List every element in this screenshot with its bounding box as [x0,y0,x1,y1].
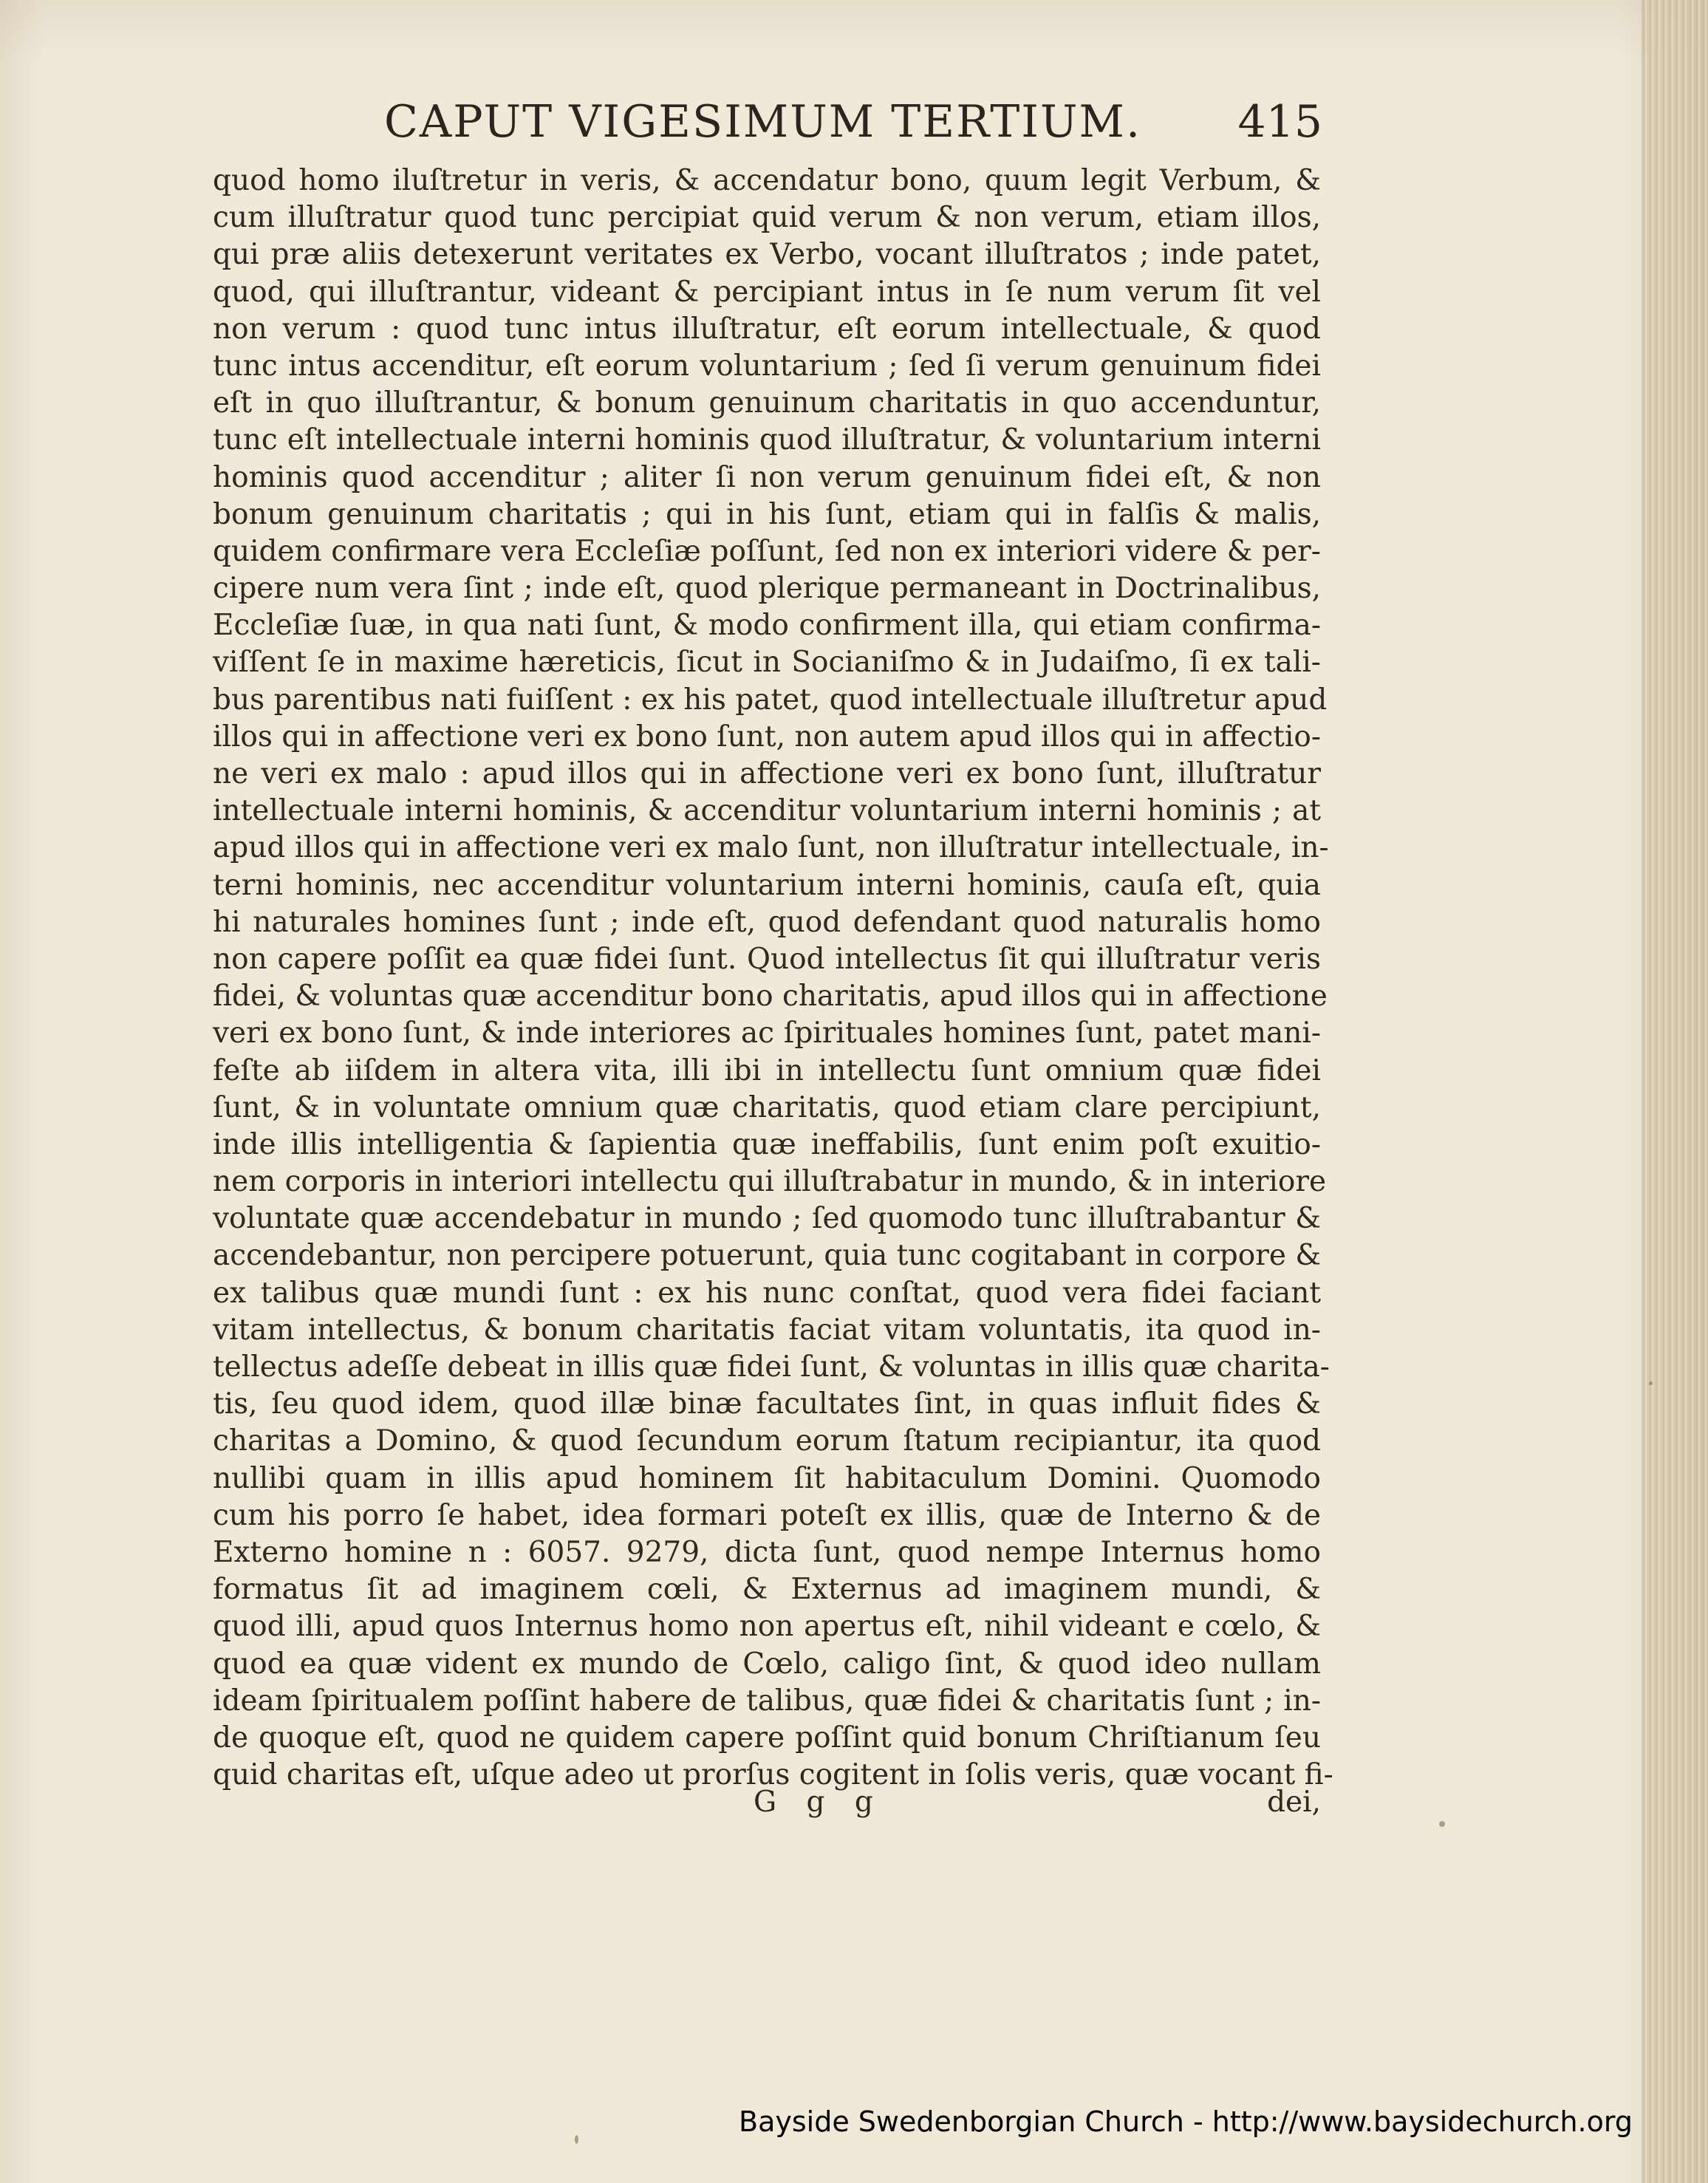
text-line: quod ea quæ vident ex mundo de Cœlo, caligo ſint, & quod ideo nullam [213,1647,1321,1681]
page-edge [1642,0,1708,2183]
signature-mark: G g g [754,1786,884,1819]
text-line: eſt in quo illuſtrantur, & bonum genuinum charitatis in quo accenduntur, [213,386,1321,420]
text-line: veri ex bono ſunt, & inde interiores ac ſpirituales homines ſunt, patet mani- [213,1017,1321,1050]
text-line: fidei, & voluntas quæ accenditur bono charitatis, apud illos qui in affectione [213,980,1328,1014]
chapter-title: CAPUT VIGESIMUM TERTIUM. [384,96,1142,148]
text-line: bonum genuinum charitatis ; qui in his ſunt, etiam qui in falſis & malis, [213,497,1321,531]
text-line: quod homo iluſtretur in veris, & accendatur bono, quum legit Verbum, & [213,164,1321,197]
text-line: cum illuſtratur quod tunc percipiat quid verum & non verum, etiam illos, [213,201,1321,235]
watermark-text: Bayside Swedenborgian Church - http://www.baysidechurch.org [739,2105,1633,2138]
text-line: non verum : quod tunc intus illuſtratur, eſt eorum intellectuale, & quod [213,312,1321,346]
text-line: vitam intellectus, & bonum charitatis faciat vitam voluntatis, ita quod in- [213,1313,1321,1347]
text-line: Eccleſiæ ſuæ, in qua nati ſunt, & modo confirment illa, qui etiam confirma- [213,609,1321,643]
catchword: dei, [1267,1786,1321,1819]
text-line: Externo homine n : 6057. 9279, dicta ſunt, quod nempe Internus homo [213,1535,1321,1569]
text-line: nem corporis in interiori intellectu qui illuſtrabatur in mundo, & in interiore [213,1165,1327,1199]
text-line: hominis quod accenditur ; aliter ſi non verum genuinum fidei eſt, & non [213,460,1321,494]
text-line: tellectus adeſſe debeat in illis quæ fidei ſunt, & voluntas in illis quæ charita- [213,1350,1330,1384]
text-line: accendebantur, non percipere potuerunt, quia tunc cogitabant in corpore & [213,1239,1322,1273]
text-line: intellectuale interni hominis, & accenditur voluntarium interni hominis ; at [213,794,1321,828]
text-line: tis, ſeu quod idem, quod illæ binæ facultates ſint, in quas influit fides & [213,1387,1321,1421]
text-line: ſunt, & in voluntate omnium quæ charitatis, quod etiam clare percipiunt, [213,1090,1321,1124]
text-line: formatus ſit ad imaginem cœli, & Externus ad imaginem mundi, & [213,1573,1321,1607]
text-line: cipere num vera ſint ; inde eſt, quod plerique permaneant in Doctrinalibus, [213,572,1321,606]
paper-speck [1649,1381,1653,1385]
text-line: quidem confirmare vera Eccleſiæ poſſunt, ſed non ex interiori videre & per- [213,534,1321,568]
text-line: inde illis intelligentia & ſapientia quæ ineffabilis, ſunt enim poſt exuitio- [213,1127,1321,1161]
text-line: illos qui in affectione veri ex bono ſunt, non autem apud illos qui in affectio- [213,720,1321,754]
text-line: quid charitas eſt, uſque adeo ut prorſus cogitent in ſolis veris, quæ vocant fi- [213,1758,1333,1792]
paper-speck [1439,1821,1445,1827]
text-line: voluntate quæ accendebatur in mundo ; ſed quomodo tunc illuſtrabantur & [213,1202,1321,1236]
text-line: feſte ab iiſdem in altera vita, illi ibi in intellectu ſunt omnium quæ fidei [213,1053,1321,1087]
text-line: charitas a Domino, & quod ſecundum eorum ſtatum recipiantur, ita quod [213,1424,1321,1458]
text-line: terni hominis, nec accenditur voluntarium interni hominis, cauſa eſt, quia [213,868,1321,902]
running-head [377,96,1322,163]
text-line: hi naturales homines ſunt ; inde eſt, quod defendant quod naturalis homo [213,905,1321,939]
text-line: nullibi quam in illis apud hominem ſit habitaculum Domini. Quomodo [213,1461,1321,1495]
text-line: quod, qui illuſtrantur, videant & percipiant intus in ſe num verum ſit vel [213,275,1321,309]
text-line: quod illi, apud quos Internus homo non apertus eſt, nihil videant e cœlo, & [213,1610,1321,1644]
body-text [213,163,1333,1794]
page-number: 415 [1237,96,1322,148]
text-line: cum his porro ſe habet, idea formari poteſt ex illis, quæ de Interno & de [213,1498,1321,1532]
paper-speck [575,2135,578,2144]
text-line: non capere poſſit ea quæ fidei ſunt. Quod intellectus ſit qui illuſtratur veris [213,942,1321,976]
text-line: apud illos qui in affectione veri ex malo ſunt, non illuſtratur intellectuale, in- [213,831,1329,865]
text-line: tunc eſt intellectuale interni hominis quod illuſtratur, & voluntarium interni [213,423,1321,457]
text-line: tunc intus accenditur, eſt eorum voluntarium ; ſed ſi verum genuinum fidei [213,349,1321,383]
text-line: ne veri ex malo : apud illos qui in affectione veri ex bono ſunt, illuſtratur [213,757,1321,790]
text-line: ideam ſpiritualem poſſint habere de talibus, quæ fidei & charitatis ſunt ; in- [213,1684,1321,1718]
text-line: de quoque eſt, quod ne quidem capere poſſint quid bonum Chriſtianum ſeu [213,1721,1321,1755]
page-footer [213,1786,1321,1830]
text-line: viſſent ſe in maxime hæreticis, ſicut in Socianiſmo & in Judaiſmo, ſi ex tali- [213,646,1321,680]
text-line: ex talibus quæ mundi ſunt : ex his nunc conſtat, quod vera fidei faciant [213,1276,1321,1310]
text-line: bus parentibus nati fuiſſent : ex his patet, quod intellectuale illuſtretur apud [213,683,1328,717]
text-line: qui præ aliis detexerunt veritates ex Verbo, vocant illuſtratos ; inde patet, [213,238,1321,272]
